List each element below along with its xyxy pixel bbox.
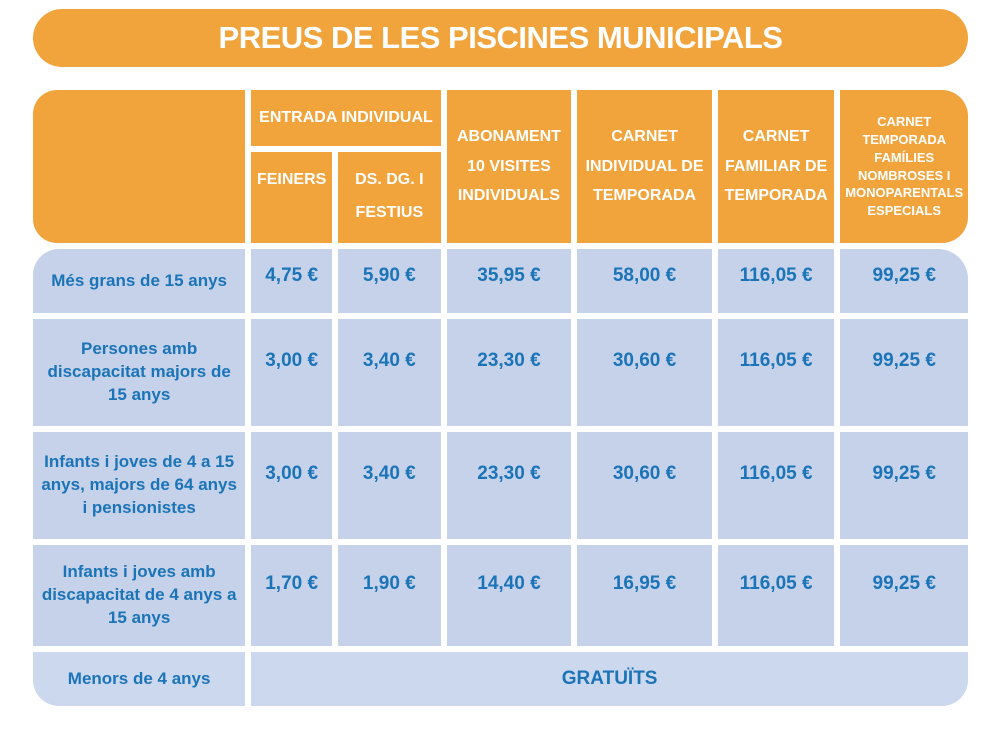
row-label-menors-4-anys: Menors de 4 anys [33, 652, 245, 706]
header-sub-festius: DS. DG. I FESTIUS [338, 152, 441, 243]
header-entrada-individual-label: ENTRADA INDIVIDUAL [251, 90, 440, 146]
price-cell: 23,30 € [447, 432, 572, 539]
price-cell: 16,95 € [577, 545, 712, 646]
price-cell: 99,25 € [840, 319, 968, 426]
price-cell: 116,05 € [718, 249, 835, 313]
header-carnet-temporada-especial: CARNET TEMPORADA FAMÍLIES NOMBROSES I MONOPARENTALS ESPECIALS [840, 90, 968, 243]
row-label-discapacitat-majors-15: Persones amb discapacitat majors de 15 anys [33, 319, 245, 426]
price-cell: 14,40 € [447, 545, 572, 646]
header-sub-feiners: FEINERS [251, 152, 332, 243]
price-cell: 1,90 € [338, 545, 441, 646]
price-cell: 3,40 € [338, 432, 441, 539]
title-banner [33, 9, 968, 67]
price-cell: 1,70 € [251, 545, 332, 646]
price-cell: 30,60 € [577, 432, 712, 539]
header-abonament-10-visites: ABONAMENT 10 VISITES INDIVIDUALS [447, 90, 572, 243]
price-cell: 58,00 € [577, 249, 712, 313]
price-cell: 35,95 € [447, 249, 572, 313]
price-cell: 3,00 € [251, 319, 332, 426]
row-label-mes-grans-15: Més grans de 15 anys [33, 249, 245, 313]
price-cell: 30,60 € [577, 319, 712, 426]
gratuits-merged-cell: GRATUÏTS [251, 652, 968, 706]
page-title: PREUS DE LES PISCINES MUNICIPALS [218, 20, 783, 55]
price-cell: 4,75 € [251, 249, 332, 313]
header-group-entrada-individual [251, 90, 440, 243]
row-label-infants-discapacitat: Infants i joves amb discapacitat de 4 anys a 15 anys [33, 545, 245, 646]
price-cell: 116,05 € [718, 545, 835, 646]
price-cell: 116,05 € [718, 319, 835, 426]
price-cell: 99,25 € [840, 249, 968, 313]
header-carnet-familiar: CARNET FAMILIAR DE TEMPORADA [718, 90, 835, 243]
price-cell: 3,00 € [251, 432, 332, 539]
price-cell: 99,25 € [840, 545, 968, 646]
price-cell: 5,90 € [338, 249, 441, 313]
price-cell: 99,25 € [840, 432, 968, 539]
header-carnet-individual: CARNET INDIVIDUAL DE TEMPORADA [577, 90, 712, 243]
header-empty-cell [33, 90, 245, 243]
price-cell: 3,40 € [338, 319, 441, 426]
row-label-infants-joves-4-15: Infants i joves de 4 a 15 anys, majors de 64 anys i pensionistes [33, 432, 245, 539]
price-cell: 116,05 € [718, 432, 835, 539]
pool-prices-table [33, 90, 968, 706]
price-cell: 23,30 € [447, 319, 572, 426]
